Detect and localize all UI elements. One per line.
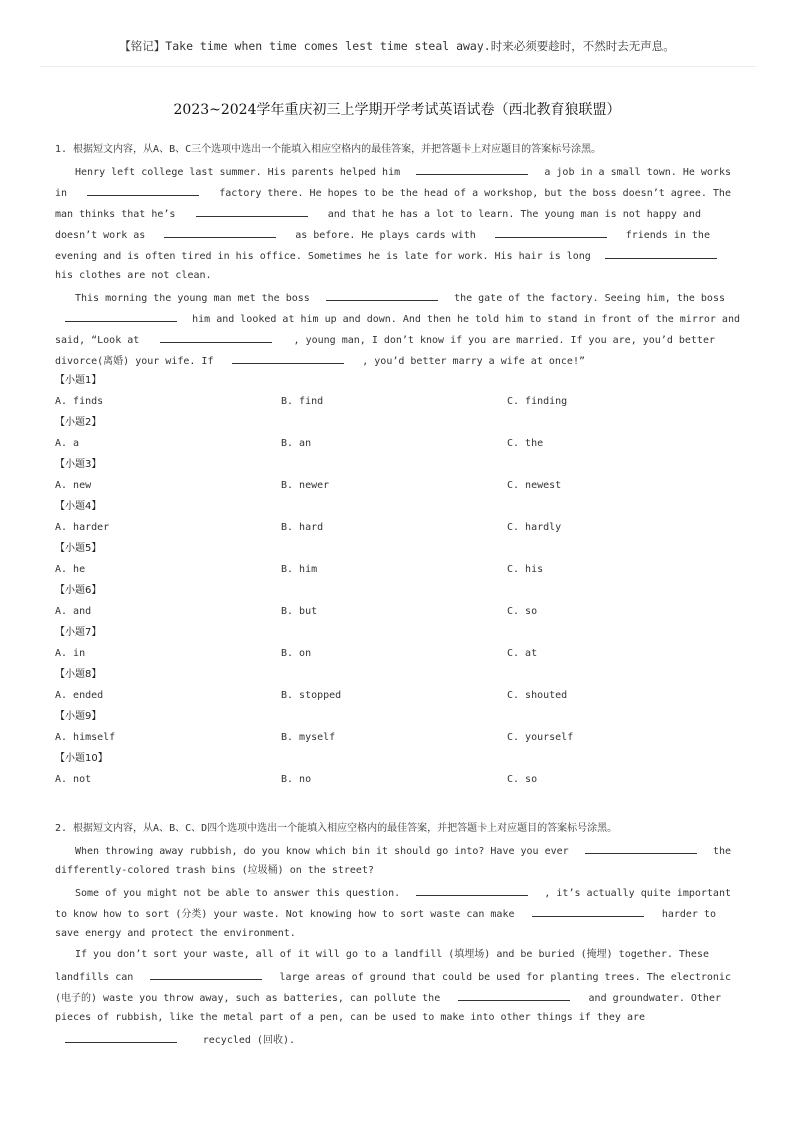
option-c[interactable]: C. shouted [507,690,568,701]
passage-text: in [55,188,68,199]
subquestion-label: 【小题7】 [55,627,102,638]
option-c[interactable]: C. so [507,774,538,785]
option-b[interactable]: B. stopped [281,690,342,701]
answer-blank-7[interactable] [326,290,438,301]
q2-passage-line [75,885,731,901]
passage-text: large areas of ground that could be used for planting trees. The electronic [279,972,731,983]
subquestion-label: 【小题3】 [55,459,102,470]
passage-text: factory there. He hopes to be the head of a workshop, but the boss doesn’t agree. The [219,188,731,199]
option-a[interactable]: A. himself [55,732,116,743]
q2-passage-line [75,843,731,859]
q1-passage-line [75,290,725,306]
option-b[interactable]: B. myself [281,732,336,743]
answer-blank-q2-6[interactable] [65,1032,177,1043]
passage-text: , it’s actually quite important [544,888,731,899]
passage-text: friends in the [625,230,710,241]
option-a[interactable]: A. he [55,564,86,575]
option-b[interactable]: B. but [281,606,318,617]
passage-text: Henry left college last summer. His parents helped him [75,167,401,178]
option-c[interactable]: C. the [507,438,544,449]
q2-instruction: 2. 根据短文内容，从A、B、C、D四个选项中选出一个能填入相应空格内的最佳答案，并把答题卡上对应题目的答案标号涂黑。 [55,823,618,834]
option-b[interactable]: B. on [281,648,312,659]
option-a[interactable]: A. a [55,438,80,449]
passage-text: Some of you might not be able to answer this question. [75,888,401,899]
answer-blank-4[interactable] [164,227,276,238]
option-a[interactable]: A. in [55,648,86,659]
option-a[interactable]: A. harder [55,522,110,533]
passage-text: his clothes are not clean. [55,270,212,281]
q2-passage-line [55,906,716,922]
passage-text: doesn’t work as [55,230,146,241]
q1-passage-line [55,248,717,264]
motto-header: 【铭记】Take time when time comes lest time steal away.时来必须要趁时，不然时去无声息。 [119,39,675,53]
passage-text: and groundwater. Other [588,993,721,1004]
q1-passage-line [55,332,715,348]
q2-passage-line [55,990,721,1006]
answer-blank-10[interactable] [232,353,344,364]
passage-text: the [712,846,731,857]
option-b[interactable]: B. him [281,564,318,575]
passage-text: When throwing away rubbish, do you know which bin it should go into? Have you ever [75,846,569,857]
answer-blank-8[interactable] [65,311,177,322]
q2-passage-line [55,969,731,985]
passage-text: recycled (回收). [202,1035,295,1046]
subquestion-label: 【小题8】 [55,669,102,680]
q2-passage-line [75,948,760,962]
option-b[interactable]: B. newer [281,480,330,491]
option-c[interactable]: C. yourself [507,732,574,743]
option-c[interactable]: C. his [507,564,544,575]
subquestion-label: 【小题6】 [55,585,102,596]
passage-text: , you’d better marry a wife at once!” [362,356,585,367]
q1-passage-line [55,185,731,201]
option-b[interactable]: B. no [281,774,312,785]
q1-passage-line [75,164,731,180]
q2-passage-line [55,1011,740,1025]
passage-text: , young man, I don’t know if you are married. If you are, you’d better [293,335,715,346]
answer-blank-q2-4[interactable] [150,969,262,980]
option-a[interactable]: A. new [55,480,92,491]
passage-text: harder to [661,909,716,920]
passage-text: as before. He plays cards with [295,230,476,241]
subquestion-label: 【小题10】 [55,753,108,764]
passage-text: (电子的) waste you throw away, such as batteries, can pollute the [55,993,441,1004]
q1-passage-line [55,206,701,222]
q1-passage-line [55,227,710,243]
passage-text: said, “Look at [55,335,140,346]
subquestion-label: 【小题5】 [55,543,102,554]
answer-blank-q2-3[interactable] [532,906,644,917]
passage-text: pieces of rubbish, like the metal part of a pen, can be used to make into other things if they are [55,1012,646,1023]
answer-blank-q2-2[interactable] [416,885,528,896]
subquestion-label: 【小题2】 [55,417,102,428]
passage-text: divorce(离婚) your wife. If [55,356,214,367]
answer-blank-3[interactable] [196,206,308,217]
passage-text: to know how to sort (分类) your waste. Not knowing how to sort waste can make [55,909,515,920]
option-a[interactable]: A. ended [55,690,104,701]
answer-blank-q2-5[interactable] [458,990,570,1001]
option-b[interactable]: B. hard [281,522,324,533]
q1-instruction: 1. 根据短文内容，从A、B、C三个选项中选出一个能填入相应空格内的最佳答案，并把答题卡上对应题目的答案标号涂黑。 [55,144,602,155]
passage-text: save energy and protect the environment. [55,928,296,939]
passage-text: If you don’t sort your waste, all of it will go to a landfill (填埋场) and be buried (掩埋) together. These [75,949,709,960]
option-b[interactable]: B. an [281,438,312,449]
option-c[interactable]: C. hardly [507,522,562,533]
option-a[interactable]: A. not [55,774,92,785]
subquestion-label: 【小题1】 [55,375,102,386]
option-c[interactable]: C. at [507,648,538,659]
answer-blank-1[interactable] [416,164,528,175]
q2-passage-line [65,1032,295,1048]
q2-passage-line [55,927,740,941]
answer-blank-5[interactable] [495,227,607,238]
passage-text: landfills can [55,972,134,983]
q1-passage-line [55,353,585,369]
q2-passage-line [55,864,740,878]
option-c[interactable]: C. newest [507,480,562,491]
answer-blank-2[interactable] [87,185,199,196]
option-c[interactable]: C. so [507,606,538,617]
subquestion-label: 【小题9】 [55,711,102,722]
passage-text: a job in a small town. He works [544,167,731,178]
passage-text: This morning the young man met the boss [75,293,310,304]
page-title: 2023~2024学年重庆初三上学期开学考试英语试卷（西北教育狼联盟） [173,102,621,118]
passage-text: the gate of the factory. Seeing him, the boss [454,293,725,304]
passage-text: evening and is often tired in his office. Sometimes he is late for work. His hair is long [55,251,591,262]
q1-passage-line [55,269,740,283]
header-divider [40,66,756,67]
option-a[interactable]: A. finds [55,396,104,407]
passage-text: man thinks that he’s [55,209,176,220]
passage-text: and that he has a lot to learn. The young man is not happy and [327,209,701,220]
answer-blank-6[interactable] [605,248,717,259]
answer-blank-q2-1[interactable] [585,843,697,854]
option-a[interactable]: A. and [55,606,92,617]
passage-text: differently-colored trash bins (垃圾桶) on the street? [55,865,374,876]
q1-passage-line [65,311,740,327]
subquestion-label: 【小题4】 [55,501,102,512]
passage-text: him and looked at him up and down. And then he told him to stand in front of the mirror and [192,314,740,325]
answer-blank-9[interactable] [160,332,272,343]
option-b[interactable]: B. find [281,396,324,407]
option-c[interactable]: C. finding [507,396,568,407]
